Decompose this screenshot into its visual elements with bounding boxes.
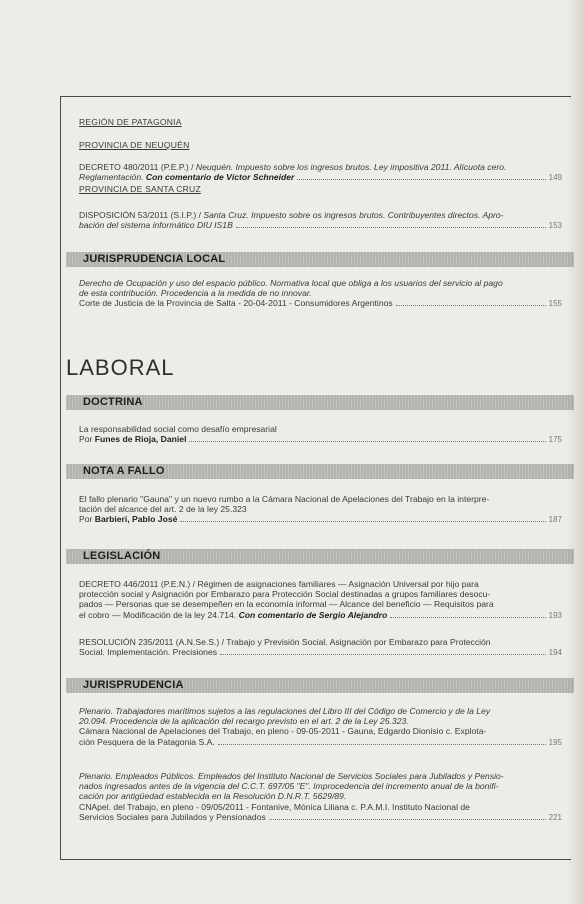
- section-title-laboral: LABORAL: [66, 355, 175, 380]
- region-heading: [79, 117, 562, 127]
- page-number: 175: [548, 435, 562, 445]
- page-number: 187: [548, 515, 562, 525]
- dot-leader: [236, 227, 546, 228]
- page-number: 149: [548, 173, 562, 183]
- author-name: Funes de Rioja, Daniel: [94, 434, 187, 445]
- section-bar-jurisprudencia: JURISPRUDENCIA: [66, 678, 574, 693]
- dot-leader: [218, 744, 546, 745]
- page-number: 193: [548, 610, 562, 620]
- page-number: 153: [548, 221, 562, 231]
- page-number: 221: [548, 812, 562, 822]
- decreto-480-entry[interactable]: DECRETO 480/2011 (P.E.P.) / Neuquén. Impuesto sobre los ingresos brutos. Ley impositiva 2011. Alícuota cero. Reglamentación. Con comentario de Víctor Schneider 149: [79, 162, 562, 183]
- plenario-fontanive-entry[interactable]: Plenario. Empleados Públicos. Empleados del Instituto Nacional de Servicios Sociales para Jubilados y Pensio- nados ingresados antes de la vigencia del C.C.T. 697/05 "E". Improcedencia del incremento anual de la bonifi- cación por antigüedad establecida en la Resolución D.N.R.T. 5629/89. CNApel. del Trabajo, en pleno - 09/05/2011 - Fontanive, Mónica Liliana c. P.A.M.I. Instituto Nacional de Servicios Sociales para Jubilados y Pensionados 221: [79, 771, 562, 822]
- juris-local-entry[interactable]: Derecho de Ocupación y uso del espacio público. Normativa local que obliga a los usuarios del servicio al pago de esta contribución. Procedencia a la medida de no innovar. Corte de Justicia de la Provincia de Salta - 20-04-2011 - Consumidores Argentinos 155: [79, 278, 562, 309]
- region-title: REGIÓN DE PATAGONIA: [79, 117, 182, 127]
- dot-leader: [390, 617, 545, 618]
- dot-leader: [396, 305, 546, 306]
- author-name: Barbieri, Pablo José: [94, 514, 178, 525]
- page-number: 194: [548, 648, 562, 658]
- dot-leader: [220, 654, 546, 655]
- province-neuquen: PROVINCIA DE NEUQUÉN: [79, 140, 190, 150]
- page-number: 195: [548, 737, 562, 747]
- page-number: 155: [548, 299, 562, 309]
- section-bar-legislacion: LEGISLACIÓN: [66, 549, 574, 564]
- commentary-author: Con comentario de Víctor Schneider: [145, 172, 295, 183]
- nota-a-fallo-entry[interactable]: El fallo plenario "Gauna" y un nuevo rumbo a la Cámara Nacional de Apelaciones del Trabajo en la interpre- tación del alcance del art. 2 de la ley 25.323 Por Barbieri, Pablo José 187: [79, 494, 562, 525]
- plenario-gauna-entry[interactable]: Plenario. Trabajadores marítimos sujetos a las regulaciones del Libro III del Código de Comercio y de la Ley 20.094. Procedencia de la aplicación del recargo previsto en el art. 2 de la Ley 25.323. Cámara Nacional de Apelaciones del Trabajo, en pleno - 09-05-2011 - Gauna, Edgardo Dionisio c. Explota- ción Pesquera de la Patagonia S.A. 195: [79, 706, 562, 747]
- page-edge-shadow: [566, 0, 584, 904]
- santa-cruz-heading: [79, 184, 562, 194]
- dot-leader: [297, 179, 545, 180]
- section-bar-doctrina: DOCTRINA: [66, 395, 574, 410]
- neuquen-heading: [79, 140, 562, 150]
- decreto-446-entry[interactable]: DECRETO 446/2011 (P.E.N.) / Régimen de asignaciones familiares — Asignación Universal por hijo para protección social y Asignación por Embarazo para Protección Social destinadas a grupos familiares desocu- pados — Personas que se desempeñen en la economía informal — Alcance del beneficio — Requisitos para el cobro — Modificación de la ley 24.714. Con comentario de Sergio Alejandro 193: [79, 579, 562, 620]
- disposicion-53-entry[interactable]: DISPOSICIÓN 53/2011 (S.I.P.) / Santa Cruz. Impuesto sobre os ingresos brutos. Contribuyentes directos. Apro- bación del sistema informático DIU IS1B 153: [79, 210, 562, 231]
- dot-leader: [189, 441, 545, 442]
- resolucion-235-entry[interactable]: RESOLUCIÓN 235/2011 (A.N.Se.S.) / Trabajo y Previsión Social. Asignación por Embarazo para Protección Social. Implementación. Precisiones 194: [79, 637, 562, 658]
- dot-leader: [269, 819, 546, 820]
- section-bar-nota-a-fallo: NOTA A FALLO: [66, 464, 574, 479]
- commentary-author: Con comentario de Sergio Alejandro: [238, 609, 388, 620]
- doctrina-entry[interactable]: La responsabilidad social como desafío empresarial Por Funes de Rioja, Daniel 175: [79, 424, 562, 445]
- province-santa-cruz: PROVINCIA DE SANTA CRUZ: [79, 184, 201, 194]
- section-bar-jurisprudencia-local: JURISPRUDENCIA LOCAL: [66, 252, 574, 267]
- dot-leader: [180, 521, 545, 522]
